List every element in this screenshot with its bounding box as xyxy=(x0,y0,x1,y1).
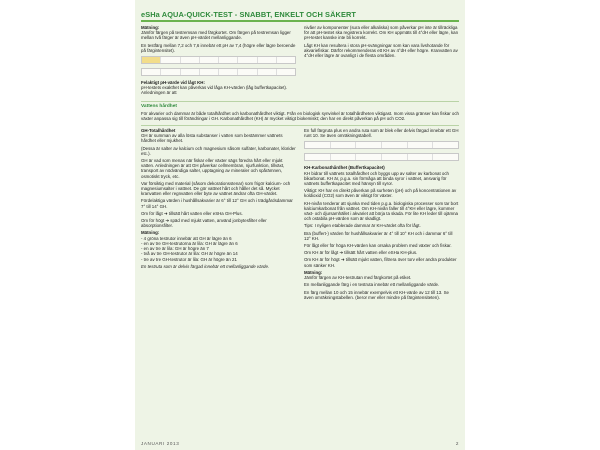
gh-text-6: Om för lågt ➜ tillsätt hårt vatten eller eSHa GH-Plus. xyxy=(141,210,243,216)
bottom-columns xyxy=(141,128,459,302)
kh-text-3: KH-nivån tenderar att sjunka med tiden p.g.a. biologiska processer som tar bort kalciumkarbonat från vattnet. Om KH-nivån faller till 4°KH eller lägre, kommer växt- och djursamhället i akvariet att börja ta skada. För lite KH leder till ojämna och ostabila pH-värden som är skadligt. xyxy=(304,200,459,222)
kh-measure-1: Jämför färgen av KH-testrutan med färgkortet på etiket. xyxy=(304,275,412,281)
page-number: 2 xyxy=(455,441,459,446)
ph-measure-heading: Mätning: xyxy=(141,25,160,30)
page-content xyxy=(141,10,459,302)
gh-color-strip xyxy=(304,141,459,149)
page-footer xyxy=(141,441,459,446)
ph-measure-text-2: En testfärg mellan 7,2 och 7,6 innebär ett pH av 7,4 (högre eller lägre beroende på färgintensitet). xyxy=(141,42,296,53)
gh-text-4: Var försiktig med material (såsom dekorationsstenar) som frigör kalcium- och magnesiumsalter i vattnet. De gör vattnet hårt och håller det så. Mycket kranvatten eller regnvatten eller byte av vattnet ändrar ofta GH-värdet. xyxy=(141,180,291,197)
kh-heading: KH-Karbonathårdhet (Buffertkapacitet) xyxy=(304,165,385,171)
gh-heading: GH-Totalhårdhet xyxy=(141,128,176,134)
water-hardness-text: För akvarier och dammar är både totalhårdhet och karbonathårdhet viktigt. Från en biologisk synvinkel är totalhårdheten viktigast. Inom vissa gränser kan fiskar och växter anpassa sig till förändringar i GH. Karbonathårdhet (KH) är mycket viktigt biokemiskt; den har en direkt påverkan på pH och CO2. xyxy=(141,111,459,122)
gh-text-2: (Dessa är salter av kalcium och magnesium såsom sulfater, karbonater, klorider etc.). xyxy=(141,145,296,156)
right-column-top xyxy=(304,25,459,98)
kh-text-8: Om KH är för högt ➜ tillsätt mjukt vatten, filtrera över torv eller andra produkter som sänker KH. xyxy=(304,257,457,268)
ph-low-kh-heading: Felaktigt pH-värde vid lågt KH: xyxy=(141,80,205,86)
manual-page xyxy=(135,0,465,450)
top-columns xyxy=(141,25,459,98)
kh-column xyxy=(304,128,459,302)
gh-text-3: GH är vad som menas när fiskar eller växter sägs föredra hårt eller mjukt vatten. Anledningen är att GH påverkar cellmembran, njurfunktion, tillväxt, transport av nödvändiga salter, upptagning av mineraler och spårämnen, osmotiskt tryck, etc. xyxy=(141,158,285,179)
low-kh-advice: Lågt KH kan resultera i stora pH-svängningar som kan vara livshotande för akvariefiskar. Därför rekommenderas ett KH av 4°dH eller högre. Kranvatten av 4°dH eller lägre är ovanligt i de flesta områden. xyxy=(304,42,458,59)
kh-measure-3: En färg mellan 10 och 15 innebär exempelvis ett KH-värde av 12 till 13. Se även omräkningstabellen. (beror mer eller mindre på färgintensiteten). xyxy=(304,289,449,300)
gh-text-5: Fördelaktiga värden i hushållsakvarier är 6° till 12° GH och i trädgårdsdammar 7° till 14° GH. xyxy=(141,198,293,209)
water-hardness-heading: Vattens hårdhet xyxy=(141,104,177,110)
ph-low-kh-continued: nivåer av komponenter (sura eller alkaliska) som påverkar pH inte är tillräckliga för att pH-testet ska registrera korrekt. Om KH uppmäts till 4°dH eller lägre, kan pH-testet kanske inte bli korrekt. xyxy=(304,25,459,41)
ph-color-strip xyxy=(141,56,296,64)
gh-measure-1: - 4 gröna testrutor innebär att GH är lägre än 6 xyxy=(141,235,232,241)
gh-note: En testruta som är delvis färgad innebär ett mellanliggande värde. xyxy=(141,263,270,269)
gh-measure-3: - en av tre är lila: GH är högre än 7 xyxy=(141,246,209,252)
gh-column xyxy=(141,128,296,302)
section-divider-2 xyxy=(141,125,459,126)
page-title: eSHa AQUA-QUICK-TEST - SNABBT, ENKELT OCH SÄKERT xyxy=(141,10,357,19)
kh-text-2: Viktigt: KH har en direkt påverkan på surheten (pH) och på koncentrationen av koldioxid (CO2) som även är viktigt för växter. xyxy=(304,188,457,199)
kh-text-4: Tips: I nyligen etablerade dammar är KH-värdet ofta för lågt. xyxy=(304,223,421,229)
gh-measure-5: - tre av tre GH-testrutor är lila: GH är högre än 21 xyxy=(141,256,237,262)
kh-text-6: För lågt eller för höga KH-värden kan orsaka problem med växter och fiskar. xyxy=(304,243,452,249)
gh-measure-4: - två av tre GH-testrutor är lila: GH är högre än 14 xyxy=(141,251,238,257)
section-divider xyxy=(141,101,459,102)
gh-measure-2: - en av tre GH-testrutorna är lila: GH är lägre än 6 xyxy=(141,240,238,246)
kh-measure-2: En mellanliggande färg i en testruta innebär ett mellanliggande värde. xyxy=(304,282,440,288)
gh-measure-heading: Mätning: xyxy=(141,230,160,236)
gh-color-strip-2 xyxy=(304,153,459,161)
ph-measure-text-1: Jämför färgen på testremsan med färgkortet. Om färgen på testremsan ligger mellan två färger är även pH-värdet mellanliggande. xyxy=(141,30,291,41)
gh-text-7: Om för högt ➜ späd med mjukt vatten, använd jonbytesfilter eller absorptionsfilter. xyxy=(141,218,267,229)
kh-text-5: Bra (buffert-) värden för hushållsakvarier är 4° till 10° KH och i dammar 6° till 12° KH. xyxy=(304,230,453,241)
kh-measure-heading: Mätning: xyxy=(304,269,323,275)
gh-intermediate-note: En full färgruta plus en andra ruta som är blek eller delvis färgad innebär ett GH runt 10. Se även omräkningstabell. xyxy=(304,128,459,139)
left-column-top xyxy=(141,25,296,98)
kh-text-7: Om KH är för lågt ➜ tillsätt hårt vatten eller eSHa KH-plus. xyxy=(304,250,418,256)
title-rule xyxy=(141,20,459,22)
gh-text-1: GH är summan av alla lösta substanser i vatten som bestämmer vattnets hårdhet eller mjukhet. xyxy=(141,133,283,144)
kh-text-1: KH bidrar till vattnets totalhårdhet och byggs upp av salter av karbonat och bikarbonat. KH är, p.g.a. sin förmåga att binda syror i vattnet, ansvarig för vattnets buffertkapacitet med hänsyn till syror. xyxy=(304,170,449,187)
footer-date: JANUARI 2013 xyxy=(141,441,180,446)
ph-low-kh-text: pH-testets exakthet kan påverkas vid låga KH-värden (låg buffertkapacitet). Anledningen är att xyxy=(141,85,288,96)
ph-color-strip-2 xyxy=(141,68,296,76)
